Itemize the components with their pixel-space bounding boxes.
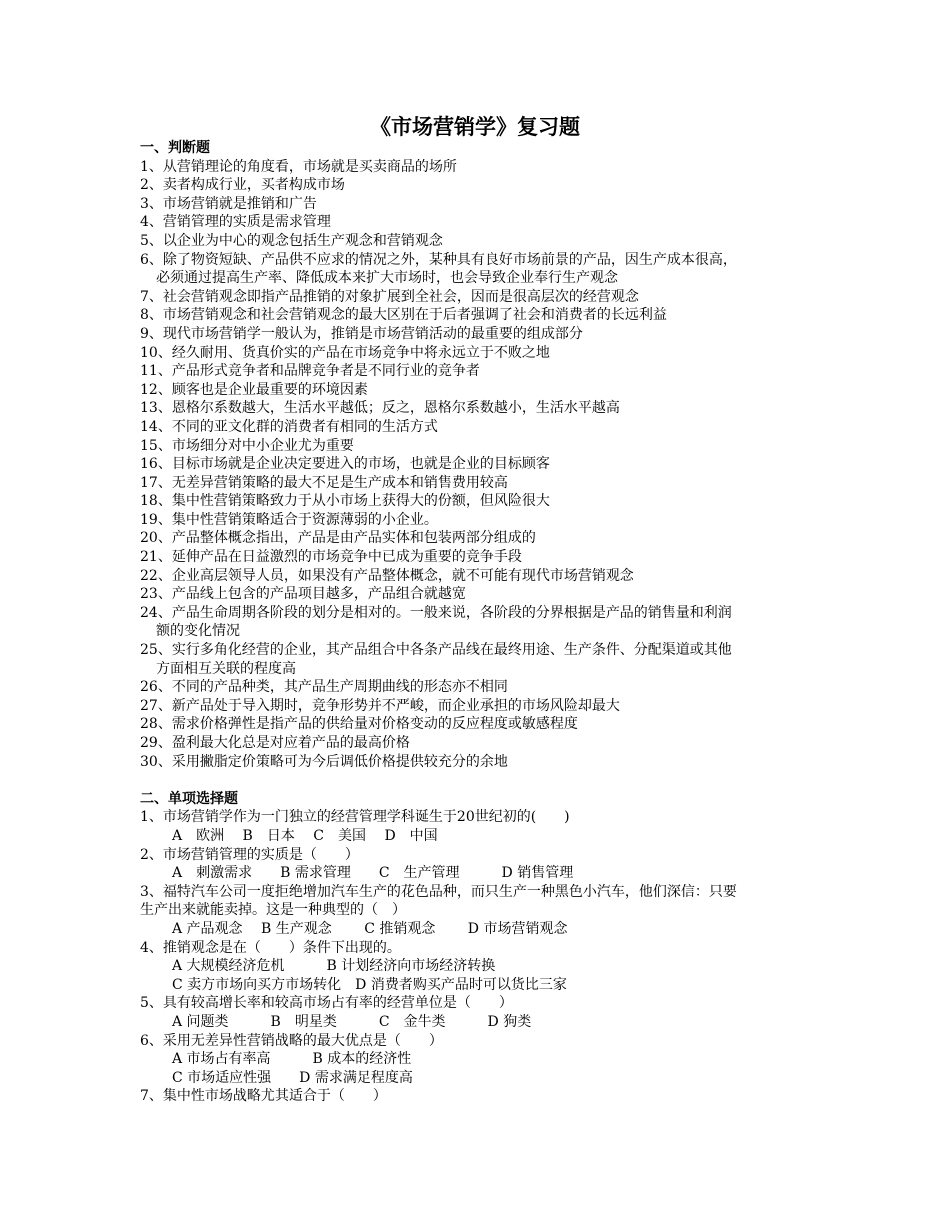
question-item: 21、延伸产品在日益激烈的市场竞争中已成为重要的竞争手段 [140,549,522,566]
question-item: 28、需求价格弹性是指产品的供给量对价格变动的反应程度或敏感程度 [140,716,578,733]
question-item: 22、企业高层领导人员，如果没有产品整体概念，就不可能有现代市场营销观念 [140,567,634,584]
choice-options: C 卖方市场向买方市场转化 D 消费者购买产品时可以货比三家 [172,976,567,993]
question-item: 29、盈利最大化总是对应着产品的最高价格 [140,735,410,751]
choice-options: A 大规模经济危机 B 计划经济向市场经济转换 [172,958,496,975]
question-item: 12、顾客也是企业最重要的环境因素 [140,381,368,398]
question-item: 20、产品整体概念指出，产品是由产品实体和包装两部分组成的 [140,530,536,547]
section-heading-single-choice: 二、单项选择题 [140,790,238,807]
question-item: 11、产品形式竞争者和品牌竞争者是不同行业的竞争者 [140,363,480,380]
choice-question: 7、集中性市场战略尤其适合于（ ） [140,1088,387,1105]
question-item: 4、营销管理的实质是需求管理 [140,214,331,231]
section-heading-true-false: 一、判断题 [140,140,210,156]
question-item-continuation: 必须通过提高生产率、降低成本来扩大市场时，也会导致企业奉行生产观念 [156,270,618,287]
question-item: 27、新产品处于导入期时，竞争形势并不严峻，而企业承担的市场风险却最大 [140,697,620,714]
question-item: 24、产品生命周期各阶段的划分是相对的。一般来说，各阶段的分界根据是产品的销售量和利润 [140,604,732,621]
question-item: 17、无差异营销策略的最大不足是生产成本和销售费用较高 [140,474,508,491]
question-item: 25、实行多角化经营的企业，其产品组合中各条产品线在最终用途、生产条件、分配渠道或其他 [140,642,732,659]
question-item: 16、目标市场就是企业决定要进入的市场，也就是企业的目标顾客 [140,456,550,473]
choice-options: A 问题类 B 明星类 C 金牛类 D 狗类 [172,1013,532,1030]
choice-options: A 产品观念 B 生产观念 C 推销观念 D 市场营销观念 [172,920,568,937]
choice-question-continuation: 生产出来就能卖掉。这是一种典型的（ ） [140,902,406,919]
question-item: 19、集中性营销策略适合于资源薄弱的小企业。 [140,511,438,528]
question-item: 15、市场细分对中小企业尤为重要 [140,437,354,454]
question-item: 18、集中性营销策略致力于从小市场上获得大的份额，但风险很大 [140,493,550,510]
question-item-continuation: 额的变化情况 [156,623,240,640]
choice-options: A 市场占有率高 B 成本的经济性 [172,1051,412,1068]
question-item: 8、市场营销观念和社会营销观念的最大区别在于后者强调了社会和消费者的长远利益 [140,307,667,324]
document-body [140,139,820,1106]
question-item: 2、卖者构成行业，买者构成市场 [140,177,345,194]
choice-question: 4、推销观念是在（ ）条件下出现的。 [140,939,401,956]
question-item: 23、产品线上包含的产品项目越多，产品组合就越宽 [140,586,466,603]
question-item: 9、现代市场营销学一般认为，推销是市场营销活动的最重要的组成部分 [140,325,583,342]
question-item: 26、不同的产品种类，其产品生产周期曲线的形态亦不相同 [140,679,508,696]
choice-question: 2、市场营销管理的实质是（ ） [140,846,359,863]
question-item: 7、社会营销观念即指产品推销的对象扩展到全社会，因而是很高层次的经营观念 [140,288,639,305]
question-item: 1、从营销理论的角度看，市场就是买卖商品的场所 [140,158,457,175]
question-item: 10、经久耐用、货真价实的产品在市场竞争中将永远立于不败之地 [140,344,550,361]
question-item: 14、不同的亚文化群的消费者有相同的生活方式 [140,418,438,435]
question-item: 13、恩格尔系数越大，生活水平越低；反之，恩格尔系数越小，生活水平越高 [140,400,620,417]
question-item: 30、采用撇脂定价策略可为今后调低价格提供较充分的余地 [140,753,508,770]
question-item: 3、市场营销就是推销和广告 [140,195,317,212]
section-spacer [140,771,820,790]
choice-options: A 刺激需求 B 需求管理 C 生产管理 D 销售管理 [172,865,574,882]
choice-options: A 欧洲 B 日本 C 美国 D 中国 [172,827,438,844]
document-title: 《市场营销学》复习题 [370,115,580,139]
choice-options: C 市场适应性强 D 需求满足程度高 [172,1069,413,1086]
choice-question: 5、具有较高增长率和较高市场占有率的经营单位是（ ） [140,995,513,1012]
choice-question: 1、市场营销学作为一门独立的经营管理学科诞生于20世纪初的( ) [140,809,570,826]
question-item-continuation: 方面相互关联的程度高 [156,660,296,677]
question-item: 6、除了物资短缺、产品供不应求的情况之外，某种具有良好市场前景的产品，因生产成本很高， [140,251,737,268]
choice-question: 6、采用无差异性营销战略的最大优点是（ ） [140,1032,443,1049]
choice-question: 3、福特汽车公司一度拒绝增加汽车生产的花色品种，而只生产一种黑色小汽车，他们深信：只要 [140,883,737,900]
question-item: 5、以企业为中心的观念包括生产观念和营销观念 [140,232,443,249]
